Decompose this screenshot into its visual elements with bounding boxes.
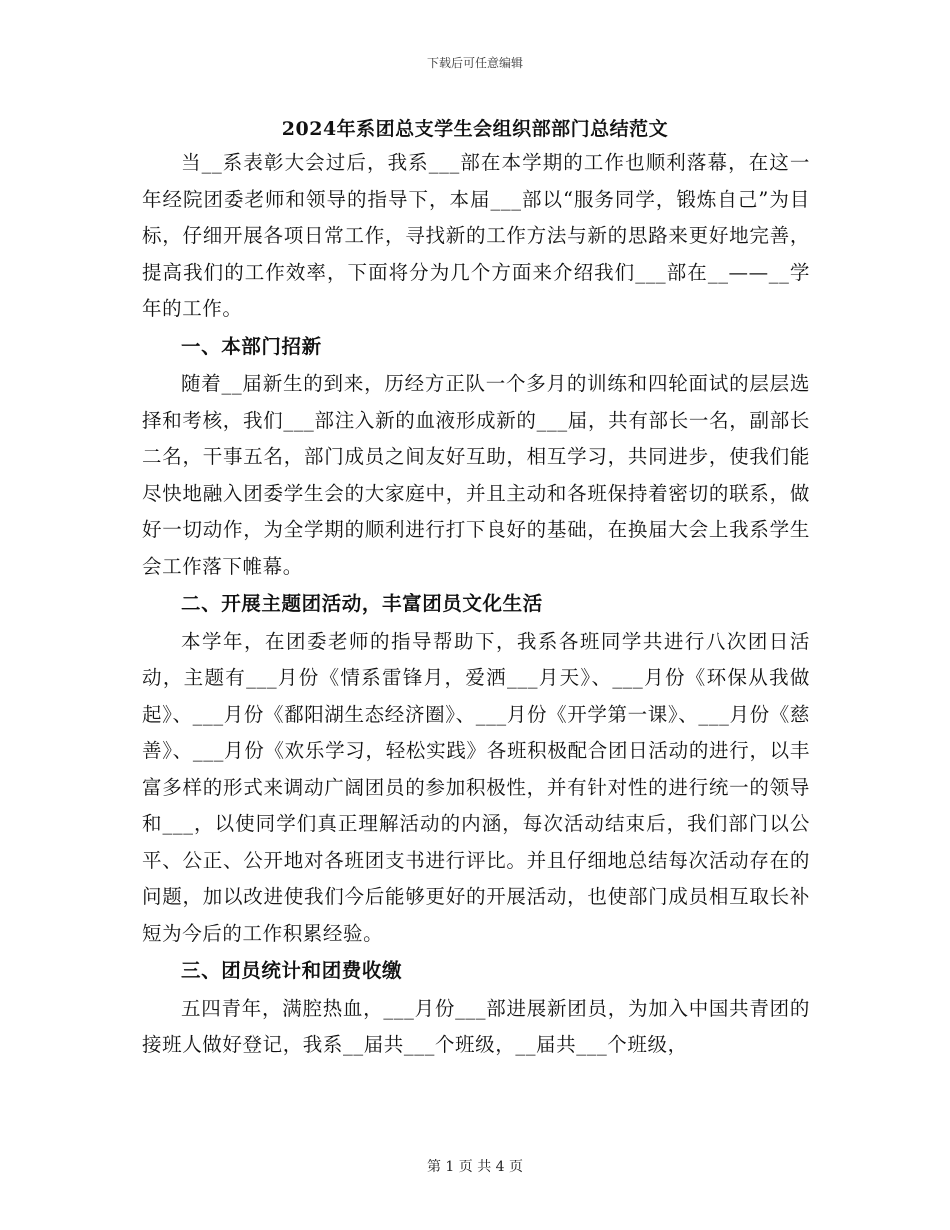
intro-paragraph: 当__系表彰大会过后，我系___部在本学期的工作也顺利落幕，在这一年经院团委老师和领导的指导下，本届___部以“服务同学，锻炼自己”为目标，仔细开展各项日常工作，寻找新的工作方法与新的思路来更好地完善，提高我们的工作效率，下面将分为几个方面来介绍我们___部在__——__学年的工作。: [142, 151, 810, 320]
section-paragraph-statistics: 五四青年，满腔热血，___月份___部进展新团员，为加入中国共青团的接班人做好登记，我系__届共___个班级，__届共___个班级，: [142, 996, 810, 1056]
header-note: 下载后可任意编辑: [426, 56, 523, 70]
section-paragraph-activities: 本学年，在团委老师的指导帮助下，我系各班同学共进行八次团日活动，主题有___月份《情系雷锋月，爱洒___月天》、___月份《环保从我做起》、___月份《鄱阳湖生态经济圈》、___月份《开学第一课》、___月份《慈善》、___月份《欢乐学习，轻松实践》各班积极配合团日活动的进行，以丰富多样的形式来调动广阔团员的参加积极性，并有针对性的进行统一的领导和___，以使同学们真正理解活动的内涵，每次活动结束后，我们部门以公平、公正、公开地对各班团支书进行评比。并且仔细地总结每次活动存在的问题，加以改进使我们今后能够更好的开展活动，也使部门成员相互取长补短为今后的工作积累经验。: [142, 629, 810, 945]
document-title: 2024年系团总支学生会组织部部门总结范文: [281, 118, 669, 140]
section-heading-activities: 二、开展主题团活动，丰富团员文化生活: [181, 592, 543, 615]
page-number-footer: 第 1 页 共 4 页: [426, 1159, 524, 1175]
section-paragraph-recruitment: 随着__届新生的到来，历经方正队一个多月的训练和四轮面试的层层选择和考核，我们___部注入新的血液形成新的___届，共有部长一名，副部长二名，干事五名，部门成员之间友好互助，相互学习，共同进步，使我们能尽快地融入团委学生会的大家庭中，并且主动和各班保持着密切的联系，做好一切动作，为全学期的顺利进行打下良好的基础，在换届大会上我系学生会工作落下帷幕。: [142, 372, 810, 578]
section-heading-statistics: 三、团员统计和团费收缴: [181, 959, 403, 982]
section-heading-recruitment: 一、本部门招新: [181, 334, 322, 358]
document-body: [142, 145, 810, 1064]
